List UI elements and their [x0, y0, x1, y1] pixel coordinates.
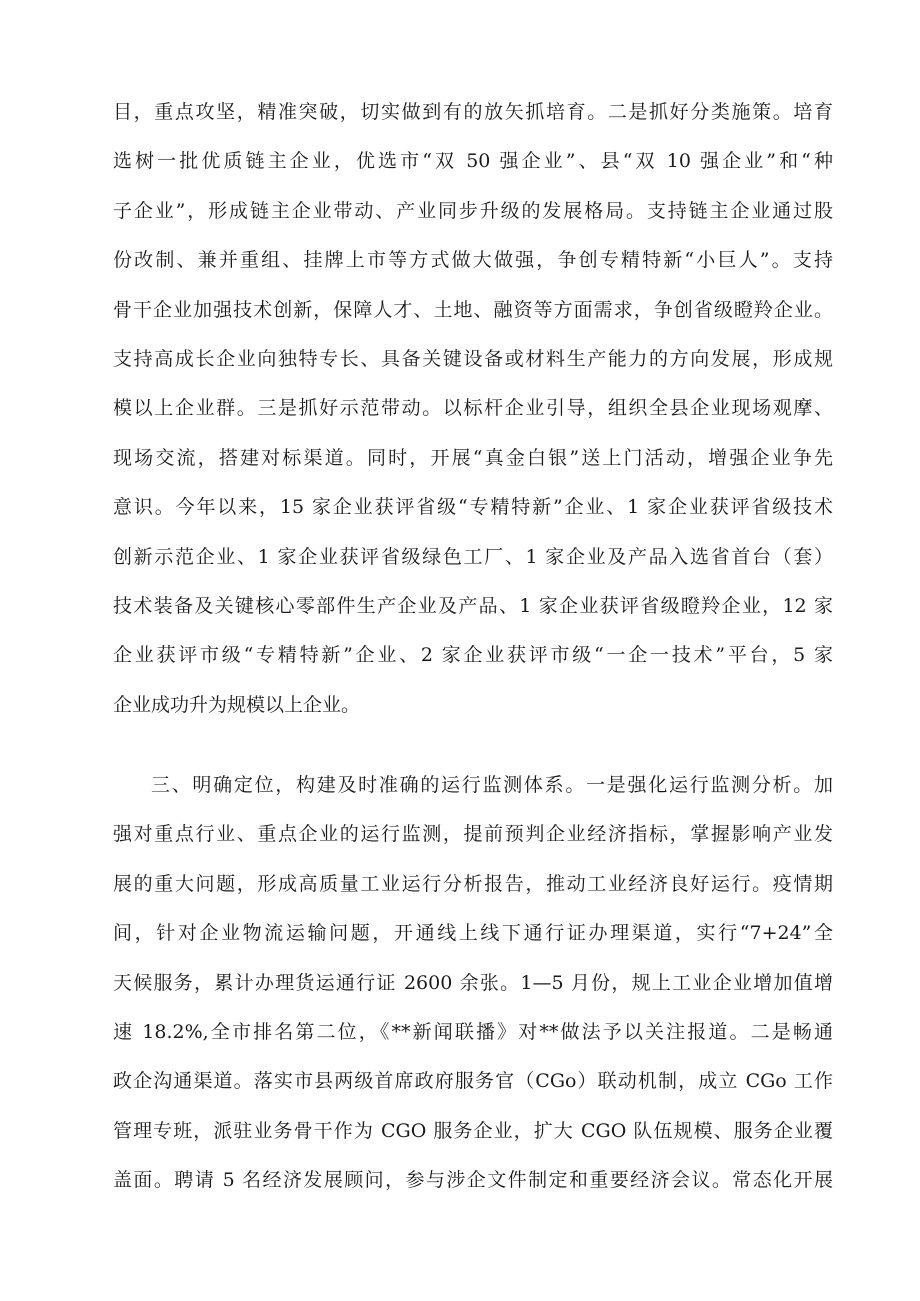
text-line: 子企业”，形成链主企业带动、产业同步升级的发展格局。支持链主企业通过股	[113, 199, 833, 222]
text-line: 企业获评市级“专精特新”企业、2 家企业获评市级“一企一技术”平台，5 家	[113, 644, 833, 667]
text-line: 企业成功升为规模以上企业。	[113, 693, 361, 716]
text-line: 现场交流，搭建对标渠道。同时，开展“真金白银”送上门活动，增强企业争先	[113, 446, 833, 469]
paragraph-monitoring-system	[113, 761, 833, 1206]
text-line: 模以上企业群。三是抓好示范带动。以标杆企业引导，组织全县企业现场观摩、	[113, 397, 833, 420]
text-line: 意识。今年以来，15 家企业获评省级“专精特新”企业、1 家企业获评省级技术	[113, 496, 833, 519]
paragraph-cultivation-measures	[113, 88, 833, 730]
text-line: 速 18.2%,全市排名第二位，《**新闻联播》对**做法予以关注报道。二是畅通	[113, 1020, 833, 1043]
text-line: 支持高成长企业向独特专长、具备关键设备或材料生产能力的方向发展，形成规	[113, 347, 833, 370]
text-line: 目，重点攻坚，精准突破，切实做到有的放矢抓培育。二是抓好分类施策。培育	[113, 101, 833, 123]
text-line: 展的重大问题，形成高质量工业运行分析报告，推动工业经济良好运行。疫情期	[113, 872, 833, 895]
text-line: 政企沟通渠道。落实市县两级首席政府服务官（CGo）联动机制，成立 CGo 工作	[113, 1070, 833, 1093]
text-line: 技术装备及关键核心零部件生产企业及产品、1 家企业获评省级瞪羚企业，12 家	[113, 594, 833, 617]
text-line: 份改制、兼并重组、挂牌上市等方式做大做强，争创专精特新“小巨人”。支持	[113, 249, 833, 272]
text-line: 间，针对企业物流运输问题，开通线上线下通行证办理渠道，实行“7+24”全	[113, 922, 833, 945]
text-line: 创新示范企业、1 家企业获评省级绿色工厂、1 家企业及产品入选省首台（套）	[113, 545, 833, 568]
text-line: 三、明确定位，构建及时准确的运行监测体系。一是强化运行监测分析。加	[151, 774, 833, 796]
text-line: 天候服务，累计办理货运通行证 2600 余张。1—5 月份，规上工业企业增加值增	[113, 971, 833, 994]
text-line: 骨干企业加强技术创新，保障人才、土地、融资等方面需求，争创省级瞪羚企业。	[113, 298, 833, 321]
text-line: 强对重点行业、重点企业的运行监测，提前预判企业经济指标，掌握影响产业发	[113, 823, 833, 846]
text-line: 管理专班，派驻业务骨干作为 CGO 服务企业，扩大 CGO 队伍规模、服务企业覆	[113, 1119, 833, 1142]
text-line: 盖面。聘请 5 名经济发展顾问，参与涉企文件制定和重要经济会议。常态化开展	[113, 1169, 833, 1192]
text-line: 选树一批优质链主企业，优选市“双 50 强企业”、县“双 10 强企业”和“种	[113, 150, 833, 173]
